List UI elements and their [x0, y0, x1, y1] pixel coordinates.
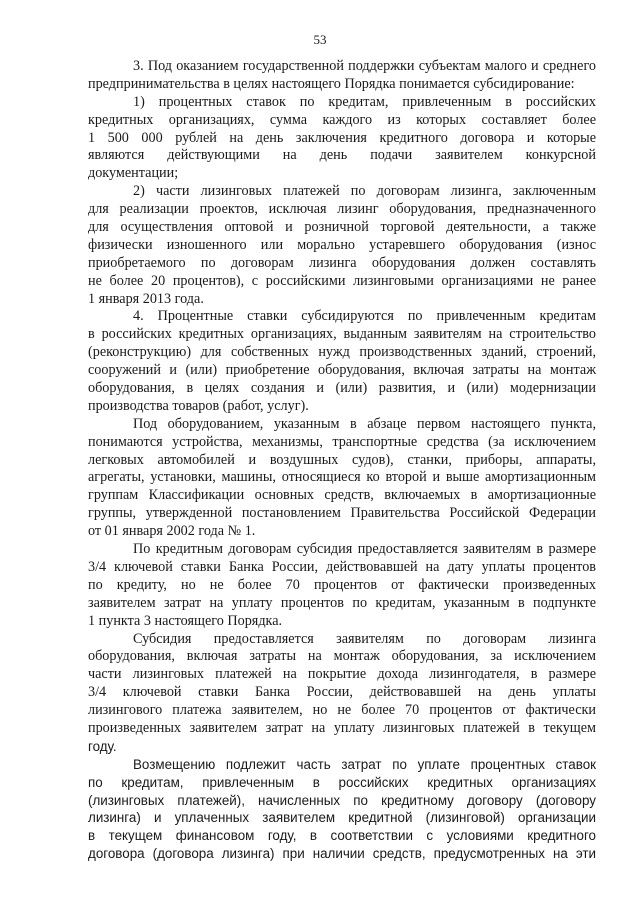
text-line: 3/4 ключевой ставки Банка России, действовавшей на день уплаты: [88, 684, 596, 701]
text-line: (реконструкцию) для собственных нужд производственных зданий, строений,: [88, 344, 596, 361]
text-line: 1 500 000 рублей на день заключения кредитного договора и которые: [88, 129, 596, 146]
text-line: оборудования, включая затраты на монтаж оборудования, за исключением: [88, 648, 596, 665]
text-line: сооружений и (или) приобретение оборудования, включая затраты на монтаж: [88, 362, 596, 379]
text-line: в текущем финансовом году, в соответствии с условиями кредитного: [88, 828, 596, 844]
text-line: приобретаемого по договорам лизинга оборудования должен составлять: [88, 254, 596, 271]
text-line: по кредиту, но не более 70 процентов от фактически произведенных: [88, 576, 596, 593]
text-line: 1 пункта 3 настоящего Порядка.: [88, 612, 283, 629]
text-line: группы, утвержденной постановлением Правительства Российской Федерации: [88, 505, 596, 522]
text-line: кредитных организациях, сумма каждого из которых составляет более: [88, 111, 596, 128]
text-line: оборудования, в целях создания и (или) развития, и (или) модернизации: [88, 380, 596, 397]
text-line: заявителем затрат на уплату процентов по кредитам, указанным в подпункте: [88, 594, 596, 611]
text-line: документации;: [88, 165, 179, 182]
text-line: произведенных заявителем затрат на уплату лизинговых платежей в текущем: [88, 719, 596, 736]
text-line: от 01 января 2002 года № 1.: [88, 523, 256, 540]
page-number: 53: [313, 32, 327, 47]
text-line: (лизинговых платежей), начисленных по кредитному договору (договору: [88, 792, 596, 808]
text-line: предпринимательства в целях настоящего Порядка понимается субсидирование:: [88, 75, 575, 92]
text-line: не более 20 процентов), с российскими лизинговыми организациями не ранее: [88, 272, 596, 289]
text-line: По кредитным договорам субсидия предоставляется заявителям в размере: [133, 541, 596, 558]
text-line: году.: [88, 738, 117, 754]
text-line: для реализации проектов, исключая лизинг оборудования, предназначенного: [88, 201, 596, 218]
text-line: 2) части лизинговых платежей по договорам лизинга, заключенным: [133, 183, 596, 200]
text-line: 3/4 ключевой ставки Банка России, действовавшей на дату уплаты процентов: [88, 558, 596, 575]
text-line: производства товаров (работ, услуг).: [88, 397, 309, 414]
text-line: Возмещению подлежит часть затрат по уплате процентных ставок: [133, 756, 596, 772]
text-line: по кредитам, привлеченным в российских кредитных организациях: [88, 774, 596, 790]
text-line: легковых автомобилей и воздушных судов), станки, приборы, аппараты,: [88, 451, 596, 468]
text-line: в российских кредитных организациях, выданным заявителям на строительство: [88, 326, 596, 343]
text-line: лизингового платежа заявителем, но не более 70 процентов от фактически: [88, 702, 596, 719]
text-line: являются действующими на день подачи заявителем конкурсной: [88, 147, 596, 164]
text-line: группам Классификации основных средств, включаемых в амортизационные: [88, 487, 596, 504]
text-line: 1 января 2013 года.: [88, 290, 204, 307]
text-line: лизинга) и уплаченных заявителем кредитной (лизинговой) организации: [88, 810, 596, 826]
text-line: агрегаты, установки, машины, относящиеся ко второй и выше амортизационным: [88, 469, 596, 486]
text-line: понимаются устройства, механизмы, транспортные средства (за исключением: [88, 433, 596, 450]
text-line: 4. Процентные ставки субсидируются по привлеченным кредитам: [133, 308, 596, 325]
text-line: физически изношенного или морально устаревшего оборудования (износ: [88, 236, 596, 253]
text-line: 3. Под оказанием государственной поддержки субъектам малого и среднего: [133, 58, 596, 74]
document-body: [88, 58, 596, 863]
text-line: договора (договора лизинга) при наличии средств, предусмотренных на эти: [88, 846, 596, 862]
text-line: Субсидия предоставляется заявителям по договорам лизинга: [133, 630, 596, 647]
text-line: части лизинговых платежей на покрытие дохода лизингодателя, в размере: [88, 666, 596, 683]
text-line: Под оборудованием, указанным в абзаце первом настоящего пункта,: [133, 415, 596, 432]
text-line: 1) процентных ставок по кредитам, привлеченным в российских: [133, 93, 596, 110]
text-line: для осуществления оптовой и розничной торговой деятельности, а также: [88, 219, 596, 236]
